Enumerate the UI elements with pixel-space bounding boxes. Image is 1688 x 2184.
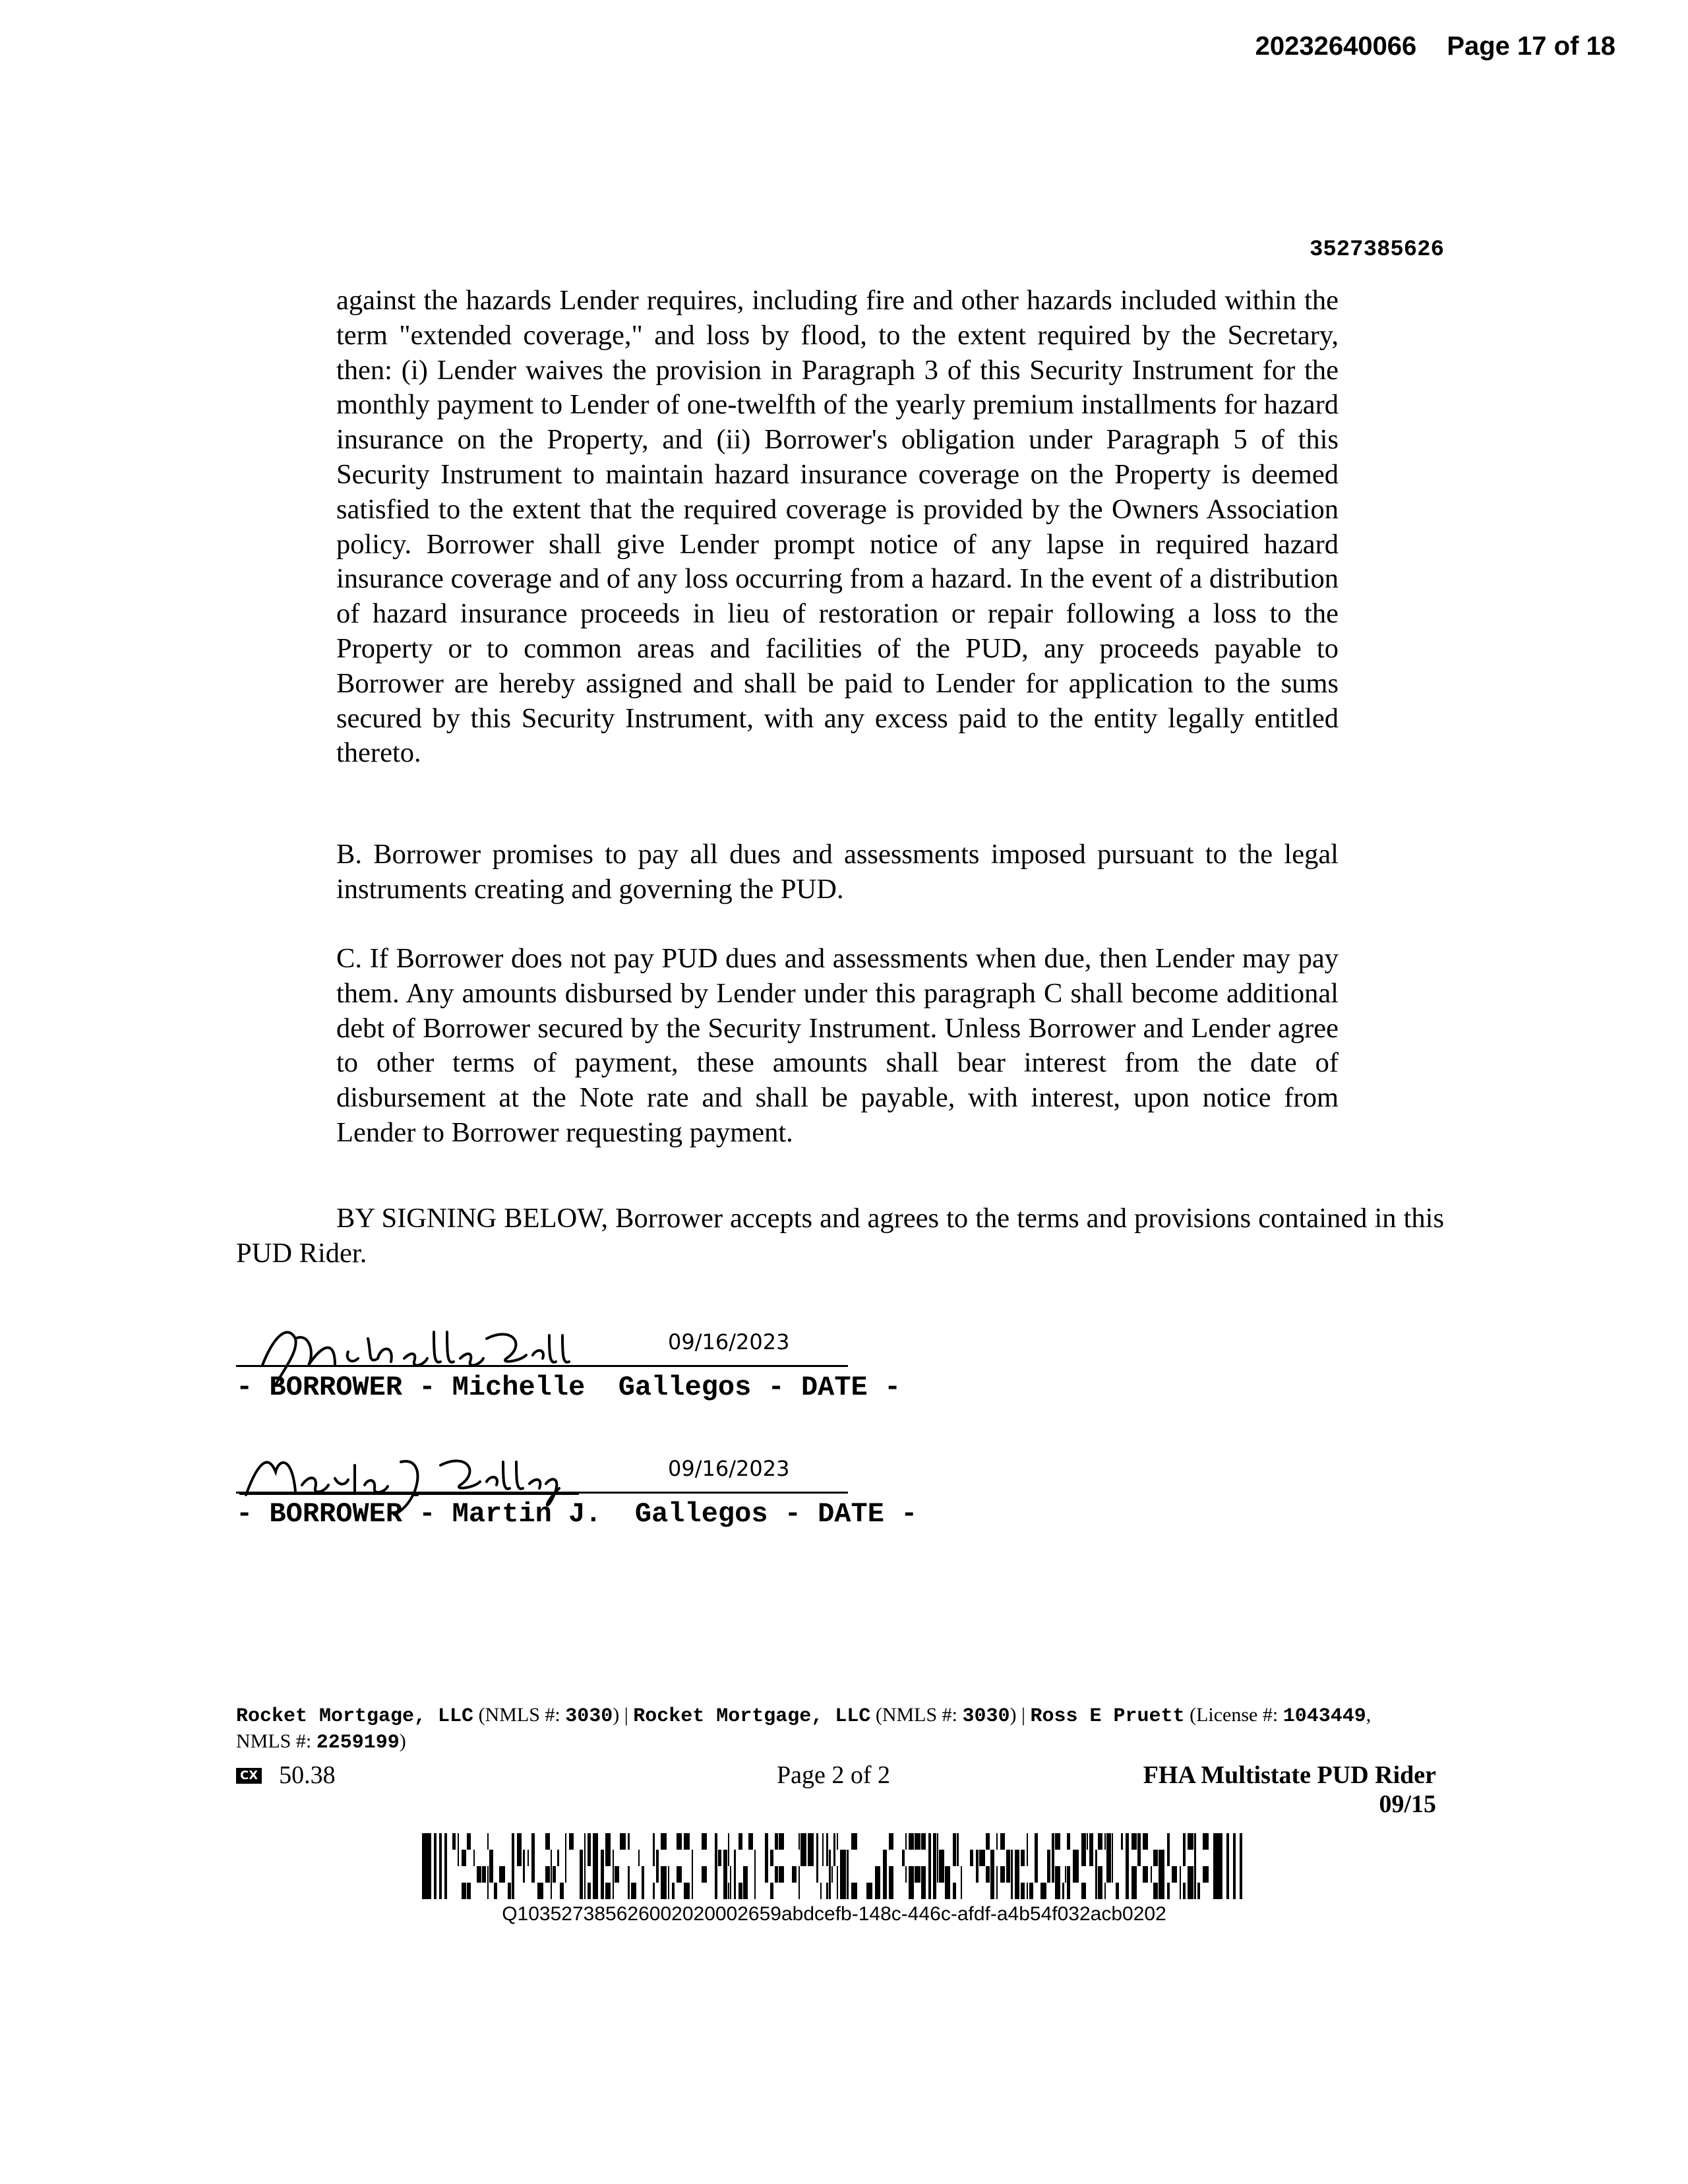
form-code-number: 50.38 bbox=[279, 1761, 336, 1789]
loan-number: 3527385626 bbox=[1309, 237, 1444, 262]
paragraph-c: C. If Borrower does not pay PUD dues and assessments when due, then Lender may pay them. Any amounts disbursed by Lender under this paragraph C shall become additional debt of Borrower secured by the Security Instrument. Unless Borrower and Lender agree to other terms of payment, these amounts shall bear interest from the date of disbursement at the Note rate and shall be payable, with interest, upon notice from Lender to Borrower requesting payment. bbox=[336, 943, 1339, 1148]
nmls-number: 3030 bbox=[962, 1705, 1010, 1728]
signature-date: 09/16/2023 bbox=[668, 1456, 790, 1481]
form-date: 09/15 bbox=[1379, 1790, 1436, 1818]
signature-caption: - BORROWER - Martin J. Gallegos - DATE - bbox=[236, 1498, 918, 1530]
signature-line bbox=[236, 1492, 848, 1494]
loan-originator-name: Ross E Pruett bbox=[1030, 1705, 1185, 1728]
paragraph-b: B. Borrower promises to pay all dues and assessments imposed pursuant to the legal instruments creating and governing the PUD. bbox=[336, 839, 1339, 905]
form-title bbox=[1143, 1761, 1436, 1819]
closing-paren: ) bbox=[399, 1730, 406, 1752]
lender-info bbox=[236, 1703, 1397, 1755]
barcode-icon bbox=[422, 1833, 1246, 1899]
recording-page-label: Page 17 of 18 bbox=[1447, 32, 1615, 61]
nmls-label: , NMLS #: bbox=[236, 1704, 1372, 1752]
signature-caption: - BORROWER - Michelle Gallegos - DATE - bbox=[236, 1372, 901, 1403]
nmls-number: 3030 bbox=[565, 1705, 613, 1728]
barcode-text: Q1035273856260020200026​59abdcefb-148c-446c-afdf-a4b54f032acb0202 bbox=[502, 1903, 1166, 1925]
barcode bbox=[422, 1833, 1246, 1926]
nmls-label: (NMLS #: bbox=[473, 1704, 566, 1726]
lender-name: Rocket Mortgage, LLC bbox=[633, 1705, 871, 1728]
document-footer bbox=[236, 1761, 1436, 1820]
paragraph-a-continuation: against the hazards Lender requires, including fire and other hazards included within the term "extended coverage," and loss by flood, to the extent required by the Secretary, then: (i) Lender waives the provision in Paragraph 3 of this Security Instrument for the monthly payment to Lender of one-twelfth of the yearly premium installments for hazard insurance on the Property, and (ii) Borrower's obligation under Paragraph 5 of this Security Instrument to maintain hazard insurance coverage on the Property is deemed satisfied to the extent that the required coverage is provided by the Owners Association policy. Borrower shall give Lender prompt notice of any lapse in required hazard insurance coverage and of any loss occurring from a hazard. In the event of a distribution of hazard insurance proceeds in lieu of restoration or repair following a loss to the Property or to common areas and facilities of the PUD, any proceeds payable to Borrower are hereby assigned and shall be paid to Lender for application to the sums secured by this Security Instrument, with any excess paid to the entity legally entitled thereto. bbox=[336, 285, 1339, 769]
license-number: 1043449 bbox=[1282, 1705, 1366, 1728]
signature-block-michelle bbox=[236, 1312, 1027, 1444]
separator: ) | bbox=[1010, 1704, 1031, 1726]
signing-statement: BY SIGNING BELOW, Borrower accepts and agrees to the terms and provisions contained in this PUD Rider. bbox=[236, 1203, 1444, 1269]
nmls-label: (NMLS #: bbox=[870, 1704, 963, 1726]
signature-date: 09/16/2023 bbox=[668, 1329, 790, 1354]
lender-name: Rocket Mortgage, LLC bbox=[236, 1705, 474, 1728]
license-label: (License #: bbox=[1184, 1704, 1283, 1726]
header-stamp bbox=[1255, 32, 1615, 61]
form-code bbox=[236, 1761, 336, 1790]
rider-page-label: Page 2 of 2 bbox=[777, 1761, 891, 1789]
separator: ) | bbox=[613, 1704, 634, 1726]
signature-block-martin bbox=[236, 1439, 1027, 1571]
form-title-text: FHA Multistate PUD Rider bbox=[1143, 1761, 1436, 1789]
document-number: 20232640066 bbox=[1255, 32, 1417, 61]
signature-line bbox=[236, 1365, 848, 1367]
cx-logo-icon: CX bbox=[236, 1768, 262, 1784]
nmls-number: 2259199 bbox=[316, 1732, 400, 1754]
